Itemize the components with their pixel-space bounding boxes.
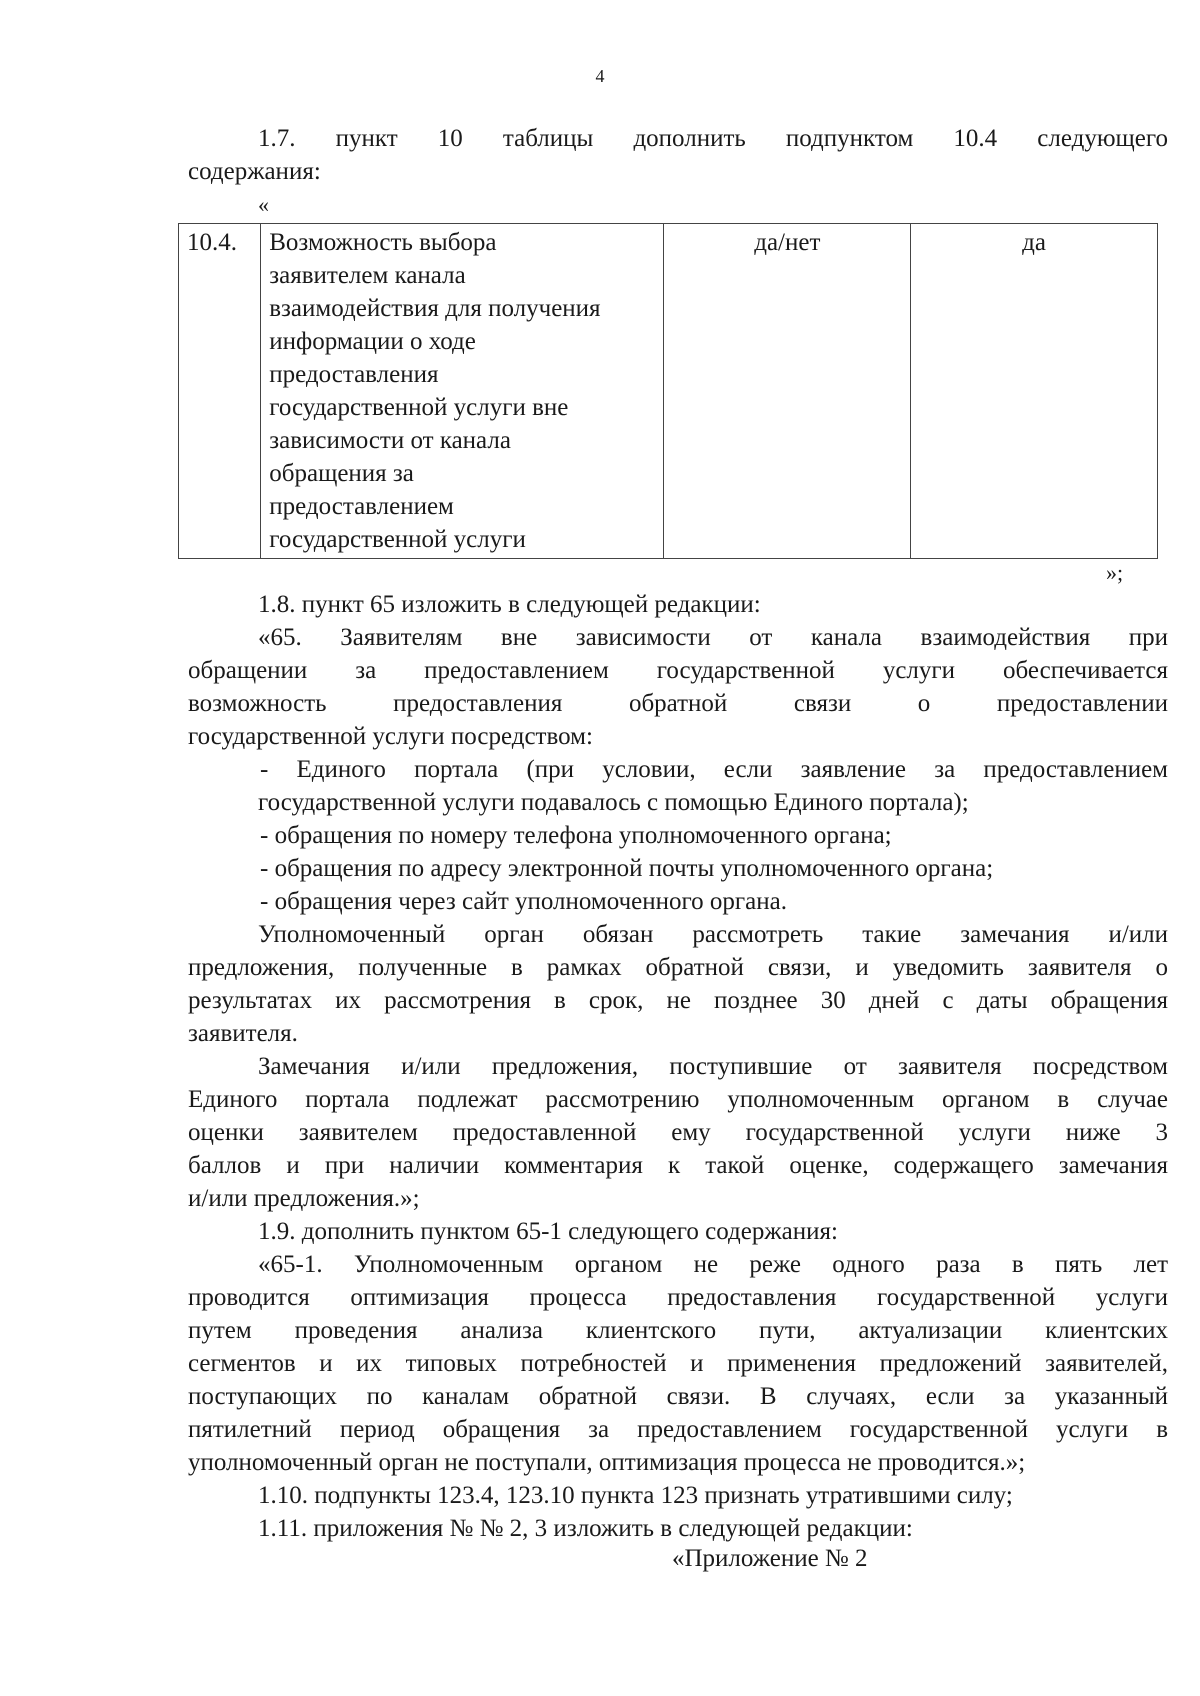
row-description <box>261 224 664 559</box>
desc-line: Возможность выбора <box>269 229 497 256</box>
bullet-site: - обращения через сайт уполномоченного органа. <box>260 888 787 915</box>
item-1-7-line1: 1.7. пункт 10 таблицы дополнить подпунктом 10.4 следующего <box>258 125 1168 152</box>
desc-line: заявителем канала <box>269 262 466 289</box>
appendix-heading: «Приложение № 2 <box>672 1545 868 1572</box>
item-1-9-para-line: проводится оптимизация процесса предоставления государственной услуги <box>188 1284 1168 1311</box>
row-number: 10.4. <box>179 224 261 559</box>
para3-line: и/или предложения.»; <box>188 1185 420 1212</box>
desc-line: информации о ходе <box>269 328 476 355</box>
bullet-phone: - обращения по номеру телефона уполномоченного органа; <box>260 822 892 849</box>
bullet-portal-cont: государственной услуги подавалось с помощью Единого портала); <box>258 789 969 816</box>
desc-line: взаимодействия для получения <box>269 295 601 322</box>
table-row <box>179 224 1158 559</box>
para3-line: Замечания и/или предложения, поступившие от заявителя посредством <box>258 1053 1168 1080</box>
item-1-9-intro: 1.9. дополнить пунктом 65-1 следующего содержания: <box>258 1218 838 1245</box>
item-1-9-para-line: сегментов и их типовых потребностей и применения предложений заявителей, <box>188 1350 1168 1377</box>
item-1-8-para-line: «65. Заявителям вне зависимости от канала взаимодействия при <box>258 624 1168 651</box>
desc-line: обращения за <box>269 460 414 487</box>
close-quote: »; <box>1106 560 1124 585</box>
desc-line: предоставлением <box>269 493 454 520</box>
item-1-9-para-line: путем проведения анализа клиентского пути, актуализации клиентских <box>188 1317 1168 1344</box>
bullet-portal: - Единого портала (при условии, если заявление за предоставлением <box>260 756 1168 783</box>
item-1-9-para-line: поступающих по каналам обратной связи. В случаях, если за указанный <box>188 1383 1168 1410</box>
para2-line: предложения, полученные в рамках обратной связи, и уведомить заявителя о <box>188 954 1168 981</box>
para2-line: Уполномоченный орган обязан рассмотреть такие замечания и/или <box>258 921 1168 948</box>
row-unit: да/нет <box>664 224 911 559</box>
item-1-9-para-line: пятилетний период обращения за предоставлением государственной услуги в <box>188 1416 1168 1443</box>
item-1-7-line2: содержания: <box>188 158 321 185</box>
para3-line: баллов и при наличии комментария к такой оценке, содержащего замечания <box>188 1152 1168 1179</box>
para2-line: результатах их рассмотрения в срок, не позднее 30 дней с даты обращения <box>188 987 1168 1014</box>
item-1-8-para-line: обращении за предоставлением государственной услуги обеспечивается <box>188 657 1168 684</box>
item-1-8-para-line: возможность предоставления обратной связи о предоставлении <box>188 690 1168 717</box>
item-1-9-para-line: «65-1. Уполномоченным органом не реже одного раза в пять лет <box>258 1251 1168 1278</box>
para3-line: оценки заявителем предоставленной ему государственной услуги ниже 3 <box>188 1119 1168 1146</box>
item-1-8-intro: 1.8. пункт 65 изложить в следующей редакции: <box>258 591 761 618</box>
bullet-email: - обращения по адресу электронной почты уполномоченного органа; <box>260 855 994 882</box>
desc-line: государственной услуги вне <box>269 394 569 421</box>
page-number: 4 <box>595 66 605 86</box>
desc-line: государственной услуги <box>269 526 526 553</box>
amendment-table <box>178 223 1158 559</box>
item-1-11: 1.11. приложения № № 2, 3 изложить в следующей редакции: <box>258 1515 913 1542</box>
row-value: да <box>911 224 1158 559</box>
desc-line: зависимости от канала <box>269 427 511 454</box>
desc-line: предоставления <box>269 361 439 388</box>
open-quote: « <box>258 192 269 217</box>
item-1-8-para-line: государственной услуги посредством: <box>188 723 593 750</box>
para3-line: Единого портала подлежат рассмотрению уполномоченным органом в случае <box>188 1086 1168 1113</box>
para2-line: заявителя. <box>188 1020 298 1047</box>
item-1-10: 1.10. подпункты 123.4, 123.10 пункта 123 признать утратившими силу; <box>258 1482 1013 1509</box>
item-1-9-para-line: уполномоченный орган не поступали, оптимизация процесса не проводится.»; <box>188 1449 1026 1476</box>
